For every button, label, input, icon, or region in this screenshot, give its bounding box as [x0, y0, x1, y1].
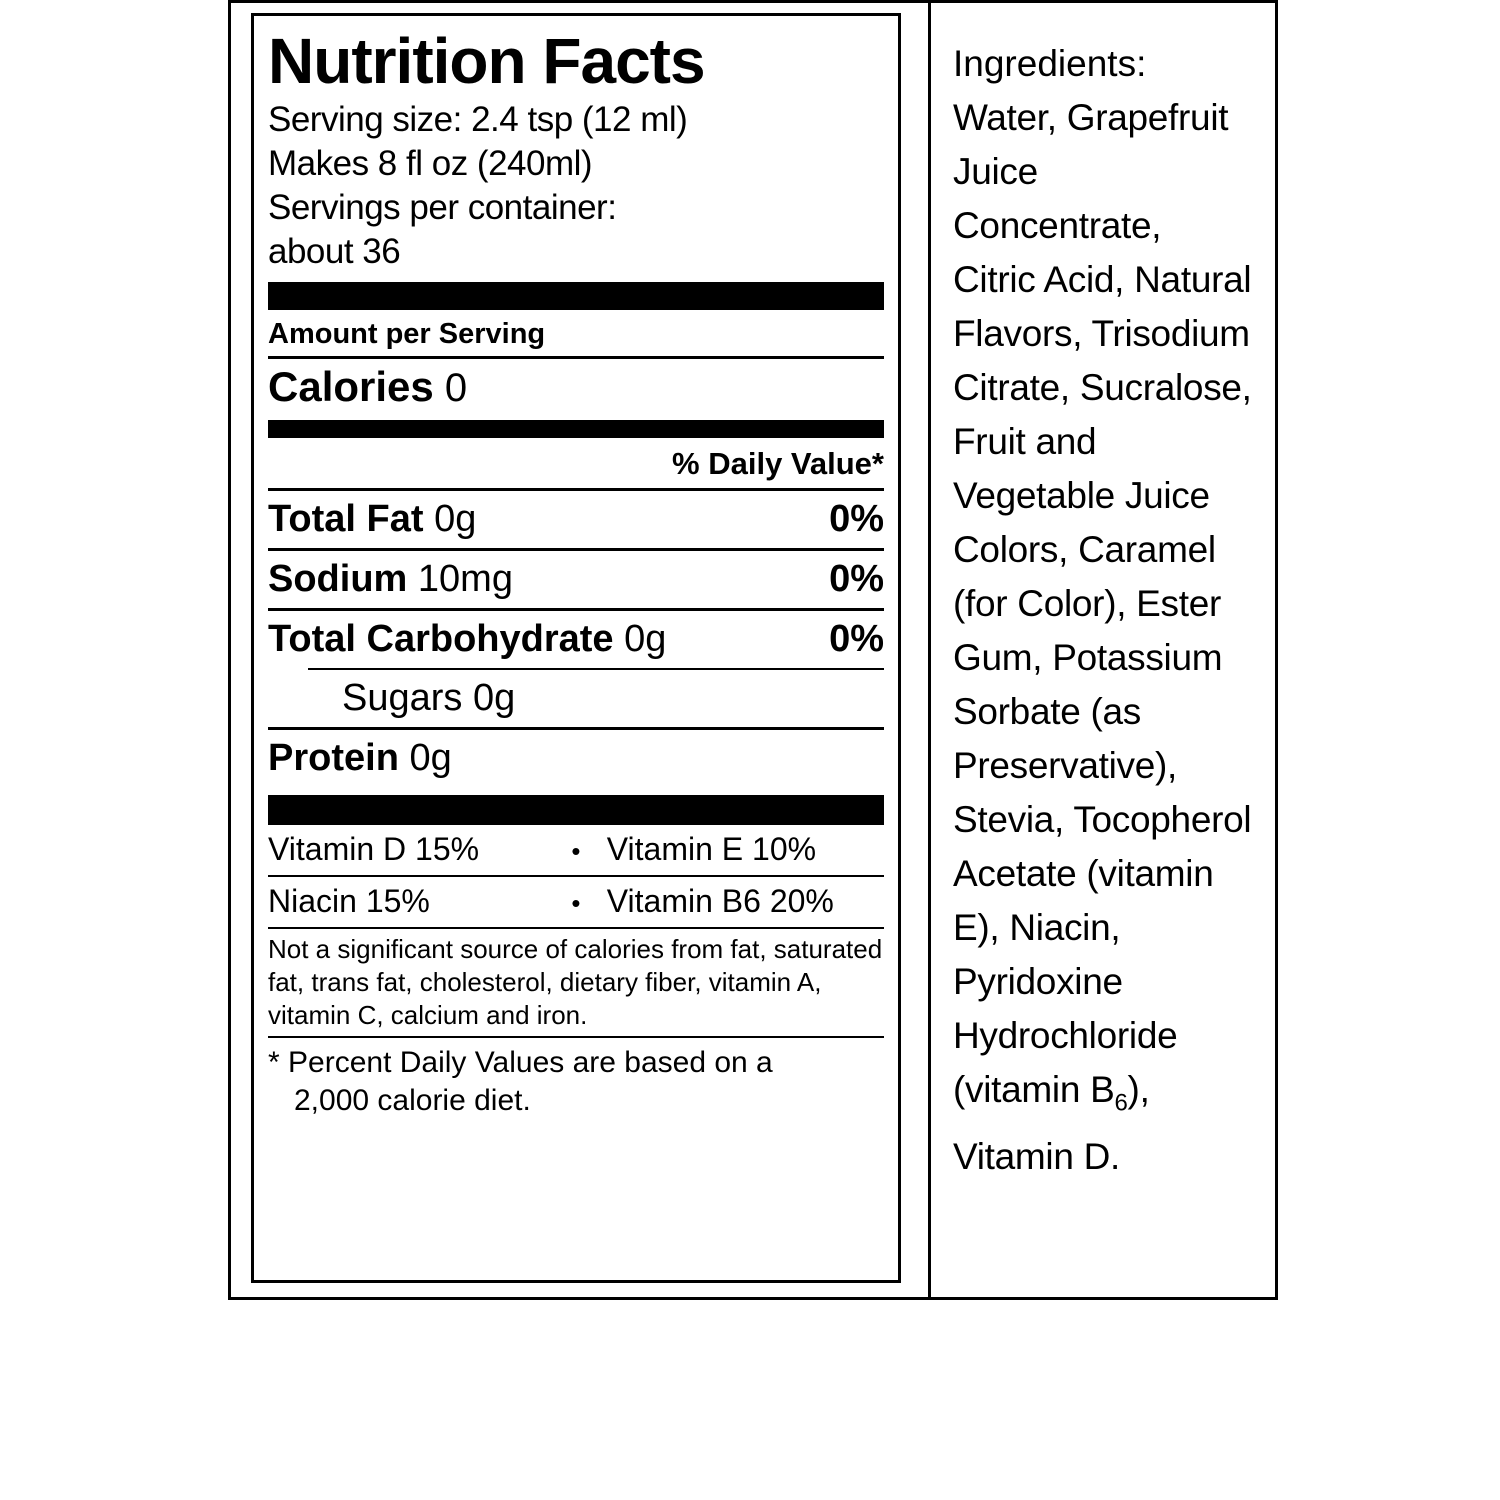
nutrient-name: Total Carbohydrate — [268, 618, 614, 660]
vitamin-row-1 — [268, 823, 884, 875]
ingredients-heading: Ingredients: — [953, 43, 1147, 84]
ingredients-text-part2: ), Vitamin D. — [953, 1069, 1150, 1178]
servings-per-container-label: Servings per container: — [268, 188, 617, 227]
nutrient-daily-value: 0% — [829, 618, 884, 660]
footnote-daily-values-line2: 2,000 calorie diet. — [294, 1084, 531, 1117]
footnote-daily-values — [268, 1036, 884, 1120]
nutrient-row-total-fat — [268, 488, 884, 548]
nutrition-facts-title: Nutrition Facts — [268, 25, 705, 97]
vitamin-left: Niacin 15% — [268, 883, 430, 919]
ingredients-text-part1: Water, Grapefruit Juice Concentrate, Citric Acid, Natural Flavors, Trisodium Citrate, Sucralose, Fruit and Vegetable Juice Colors, Caramel (for Color), Ester Gum, Potassium Sorbate (as Preservative), Stevia, Tocopherol Acetate (vitamin E), Niacin, Pyridoxine Hydrochloride (vitamin B — [953, 97, 1252, 1110]
calories-row — [268, 359, 884, 414]
footnote-daily-values-line1: * Percent Daily Values are based on a — [268, 1046, 773, 1079]
nutrient-row-sodium — [268, 548, 884, 608]
amount-per-serving-label: Amount per Serving — [268, 318, 546, 350]
nutrient-name-amount-group — [268, 553, 513, 605]
sub-nutrient-row-sugars: Sugars 0g — [308, 668, 884, 727]
makes-line: Makes 8 fl oz (240ml) — [268, 144, 593, 183]
bullet-dot-icon: • — [571, 836, 581, 866]
nutrient-amount: 10mg — [417, 558, 513, 600]
footnote-not-significant-source: Not a significant source of calories from fat, saturated fat, trans fat, cholesterol, dietary fiber, vitamin A, vitamin C, calcium and iron. — [268, 927, 884, 1036]
vitamin-row-2 — [268, 875, 884, 927]
serving-size-line: Serving size: 2.4 tsp (12 ml) — [268, 100, 688, 139]
bullet-dot-icon: • — [571, 888, 581, 918]
vitamin-right: Vitamin E 10% — [606, 831, 817, 867]
nutrient-amount: 0g — [434, 498, 477, 540]
nutrient-name-amount-group — [268, 613, 666, 665]
divider-thick-top — [268, 282, 884, 310]
nutrient-row-total-carbohydrate — [268, 608, 884, 668]
nutrient-name: Sodium — [268, 558, 408, 600]
label-outer-box — [228, 0, 1278, 1300]
calories-label: Calories — [268, 363, 434, 410]
vitamin-left: Vitamin D 15% — [268, 831, 480, 867]
nutrient-row-protein — [268, 727, 884, 787]
daily-value-header: % Daily Value* — [672, 446, 884, 481]
nutrient-name: Total Fat — [268, 498, 424, 540]
protein-amount: 0g — [409, 737, 452, 779]
nutrient-daily-value: 0% — [829, 558, 884, 600]
ingredients-subscript: 6 — [1114, 1089, 1128, 1117]
nutrient-amount: 0g — [624, 618, 667, 660]
servings-per-container-value: about 36 — [268, 232, 401, 271]
nutrition-facts-panel — [231, 3, 931, 1297]
vitamin-right: Vitamin B6 20% — [606, 883, 834, 919]
ingredients-text — [953, 91, 1253, 1184]
ingredients-panel — [931, 3, 1275, 1297]
nutrition-facts-box — [251, 13, 901, 1283]
divider-below-calories — [268, 420, 884, 438]
protein-label: Protein — [268, 737, 399, 779]
nutrient-daily-value: 0% — [829, 498, 884, 540]
divider-below-protein — [268, 795, 884, 823]
nutrient-name-amount-group — [268, 493, 476, 545]
calories-value: 0 — [444, 366, 468, 410]
